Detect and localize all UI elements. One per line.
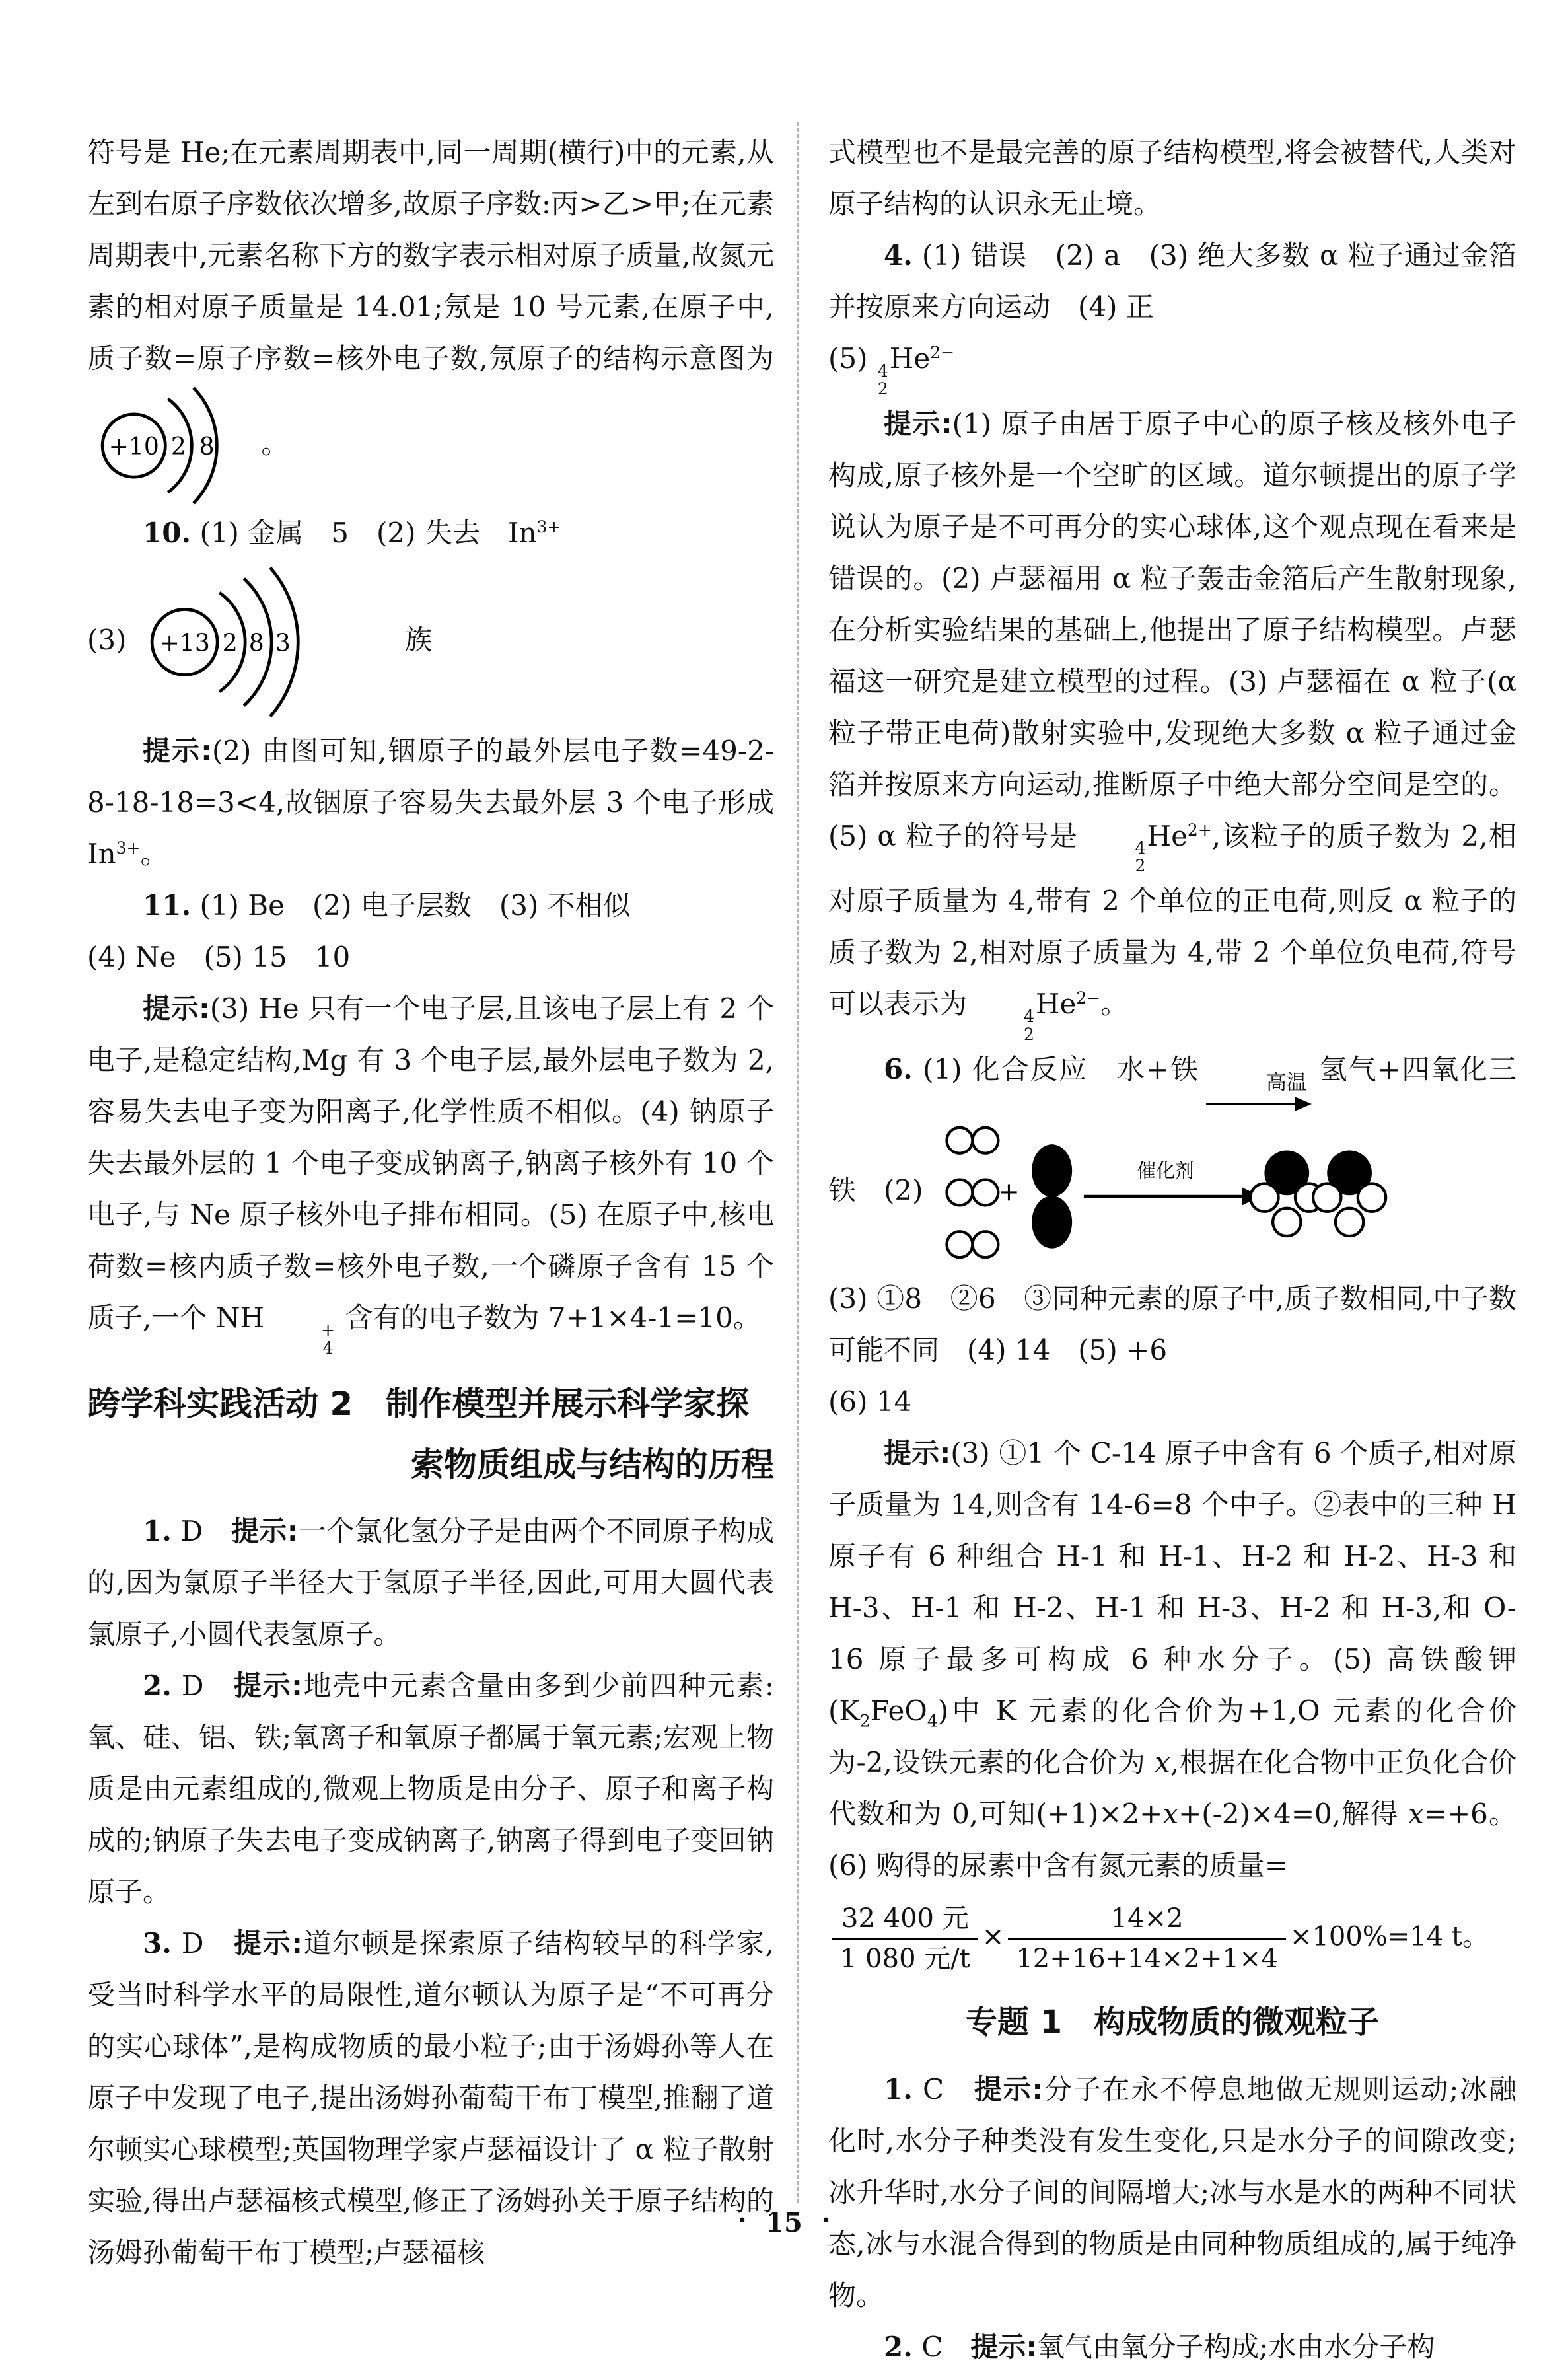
atom-count: 4: [927, 1710, 938, 1730]
text-run: (3) ①8 ②6 ③同种元素的原子中,质子数相同,中子数可能不同 (4) 14 (5) +6: [828, 1282, 1516, 1366]
fraction-denominator: 12+16+14×2+1×4: [1008, 1938, 1286, 1975]
hydrogen-atom: [1313, 1183, 1341, 1211]
nucleus-charge: +10: [108, 431, 159, 460]
answer-letter: C: [923, 2072, 944, 2105]
hydrogen-atom: [1336, 1208, 1363, 1235]
hint-label: 提示:: [970, 2330, 1038, 2363]
nucleus-charge: +13: [159, 628, 210, 657]
mass-number: 4: [1024, 1006, 1034, 1026]
atom-count: 4: [322, 1338, 334, 1358]
text-run: 氧气由氧分子构成;水由水分子构: [1037, 2330, 1435, 2363]
section-header-line: 跨学科实践活动 2 制作模型并展示科学家探: [87, 1384, 750, 1423]
text-run: (2): [856, 1173, 923, 1206]
text-run: 地壳中元素含量由多到少前四种元素:氧、硅、铝、铁;氧离子和氧原子都属于氧元素;宏观上物质是由元素组成的,微观上物质是由分子、原子和离子构成的;钠原子失去电子变成钠离子,钠离子得到电子变回钠原子。: [87, 1669, 775, 1908]
hint-4: [828, 398, 1516, 1044]
left-column: [87, 127, 774, 2279]
answer-letter: D: [180, 1514, 203, 1547]
text-run: =+6。(6) 购得的尿素中含有氮元素的质量=: [828, 1797, 1517, 1881]
variable-x: x: [1162, 1797, 1179, 1830]
question-number: 6.: [884, 1052, 913, 1085]
paragraph-continued: [828, 127, 1516, 230]
isotope-prescript: [878, 363, 888, 398]
chem-symbol: He: [1147, 819, 1188, 852]
text-run: (1) 错误 (2) a (3) 绝大多数 α 粒子通过金箔并按原来方向运动 (4) 正: [828, 239, 1516, 323]
mass-calculation-formula: [828, 1902, 1516, 1975]
hydrogen-atom: [972, 1127, 998, 1153]
chem-symbol: In: [507, 517, 537, 549]
answer-1: [828, 2064, 1516, 2321]
hydrogen-atom: [946, 1127, 972, 1153]
question-number: 3.: [143, 1926, 172, 1959]
footer-dot: •: [736, 2211, 748, 2231]
fraction: [832, 1902, 978, 1975]
text-run: (1) 原子由居于原子中心的原子核及核外电子构成,原子核外是一个空旷的区域。道尔顿提出的原子学说认为原子是不可再分的实心球体,这个观点现在看来是错误的。(2) 卢瑟福用 α 粒子轰击金箔后产生散射现象,在分析实验结果的基础上,他提出了原子结构模型。卢瑟福这一研究是建立模型的过程。(3) 卢瑟福在 α 粒子(α 粒子带正电荷)散射实验中,发现绝大多数 α 粒子通过金箔并按原来方向运动,推断原子中绝大部分空间是空的。(5) α 粒子的符号是: [828, 407, 1516, 852]
section-header-line: 索物质组成与结构的历程: [411, 1445, 774, 1484]
isotope-prescript: [1080, 840, 1146, 875]
text-run: (5): [828, 342, 876, 375]
answer-6-part6: [828, 1376, 1516, 1428]
ion-charge-superscript: 3+: [116, 838, 141, 858]
question-number: 2.: [143, 1669, 172, 1702]
fraction: [1008, 1902, 1286, 1975]
activity-section-header: [87, 1373, 774, 1495]
answer-letter: C: [921, 2330, 943, 2363]
paragraph-continued: [87, 127, 774, 507]
hint-label: 提示:: [884, 1436, 951, 1469]
hydrogen-atom: [1250, 1183, 1278, 1211]
shell-electron-count: 2: [222, 628, 238, 657]
question-number: 2.: [884, 2330, 913, 2363]
ion-charge-superscript: 2−: [1076, 988, 1101, 1007]
text-run: 氢气+四氧化三铁: [828, 1052, 1516, 1206]
text-run: (4) Ne (5) 15 10: [87, 941, 351, 973]
hint-label: 提示:: [233, 1669, 303, 1702]
text-run: 。: [261, 427, 289, 460]
aluminum-atom-structure-diagram: [139, 562, 328, 723]
atomic-number: 2: [1024, 1024, 1034, 1044]
mass-number: 4: [1135, 838, 1146, 858]
ion-charge-superscript: 2+: [1187, 820, 1212, 840]
nitrogen-atom: [1032, 1144, 1072, 1197]
question-number: 1.: [884, 2072, 913, 2105]
hint-10: [87, 725, 774, 880]
hint-label: 提示:: [884, 407, 952, 440]
isotope-prescript: [968, 1008, 1034, 1044]
page-footer: [0, 2201, 1568, 2243]
question-number: 4.: [884, 239, 913, 272]
text-run: (3): [87, 624, 127, 656]
chem-symbol: In: [87, 838, 116, 870]
answer-4: [828, 230, 1516, 333]
text-run: 含有的电子数为 7+1×4-1=10。: [336, 1301, 761, 1334]
page-number: 15: [766, 2207, 802, 2238]
question-number: 11.: [143, 889, 192, 922]
text-run: (2) 由图可知,铟原子的最外层电子数=49-2-8-18-18=3<4,故铟原子容易失去最外层 3 个电子形成: [87, 735, 774, 819]
hint-label: 提示:: [231, 1514, 299, 1547]
hydrogen-atom: [946, 1179, 972, 1205]
reaction-condition-arrow: [1206, 1070, 1312, 1112]
text-run: 符号是 He;在元素周期表中,同一周期(横行)中的元素,从左到右原子序数依次增多,故原子序数:丙>乙>甲;在元素周期表中,元素名称下方的数字表示相对原子质量,故氮元素的相对原子质量是 14.01;氖是 10 号元素,在原子中,质子数=原子序数=核外电子数,氖原子的结构示意图为: [87, 136, 774, 375]
hint-label: 提示:: [233, 1926, 303, 1959]
shell-electron-count: 8: [248, 628, 264, 657]
variable-x: x: [1155, 1745, 1170, 1778]
answer-1: [87, 1506, 774, 1660]
text-run: (1) 化合反应 水+铁: [923, 1052, 1199, 1085]
chem-symbol: He: [889, 342, 931, 375]
text-run: 族: [404, 624, 433, 656]
hydrogen-atom: [1358, 1183, 1386, 1211]
answer-2: [828, 2321, 1516, 2373]
hint-label: 提示:: [143, 735, 212, 767]
ion-charge-superscript: 3+: [536, 517, 561, 536]
plus-sign: +: [998, 1177, 1020, 1208]
chem-formula: FeO: [870, 1694, 927, 1727]
atom-count: 2: [859, 1710, 871, 1730]
answer-10: [87, 507, 774, 559]
text-run: 道尔顿是探索原子结构较早的科学家,受当时科学水平的局限性,道尔顿认为原子是“不可再分的实心球体”,是构成物质的最小粒子;由于汤姆孙等人在原子中发现了电子,提出汤姆孙葡萄干布丁模型,推翻了道尔顿实心球模型;英国物理学家卢瑟福设计了 α 粒子散射实验,得出卢瑟福核式模型,修正了汤姆孙关于原子结构的汤姆孙葡萄干布丁模型;卢瑟福核: [87, 1926, 774, 2269]
text-run: ,根据在化合物中正负化合价代数和为 0,可知(+1)×2+: [828, 1745, 1516, 1830]
fraction-numerator: 14×2: [1110, 1903, 1184, 1934]
topic-section-header: 专题 1 构成物质的微观粒子: [965, 2003, 1380, 2041]
neon-atom-structure-diagram: [91, 387, 248, 505]
footer-dot: •: [820, 2211, 832, 2231]
hydrogen-atom: [1273, 1208, 1301, 1235]
answer-11: [87, 880, 774, 931]
arrow-right-icon: [1206, 1096, 1312, 1112]
text-run: 。: [1100, 988, 1129, 1020]
ion-charge-superscript: 2−: [930, 343, 955, 362]
times-sign: ×: [981, 1921, 1005, 1952]
fraction-denominator: 1 080 元/t: [832, 1938, 978, 1975]
text-run: (3) He 只有一个电子层,且该电子层上有 2 个电子,是稳定结构,Mg 有 3 个电子层,最外层电子数为 2,容易失去电子变为阳离子,化学性质不相似。(4) 钠原子失去最外层的 1 个电子变成钠离子,钠离子核外有 10 个电子,与 Ne 原子核外电子排布相同。(5) 在原子中,核电荷数=核内质子数=核外电子数,一个磷原子含有 15 个质子,一个: [87, 992, 775, 1334]
hydrogen-atom: [946, 1231, 972, 1257]
text-run: 分子在永不停息地做无规则运动;冰融化时,水分子种类没有发生变化,只是水分子的间隙改变;冰升华时,水分子间的间隔增大;冰与水是水的两种不同状态,冰与水混合得到的物质是由同种物质组成的,属于纯净物。: [828, 2072, 1516, 2312]
fraction-numerator: 32 400 元: [841, 1903, 969, 1934]
text-run: ,该粒子的质子数为 2,相对原子质量为 4,带有 2 个单位的正电荷,则反 α 粒子的质子数为 2,相对原子质量为 4,带 2 个单位负电荷,符号可以表示为: [828, 819, 1517, 1020]
answer-6: [828, 1044, 1516, 1273]
ammonia-synthesis-diagram: [937, 1116, 1390, 1269]
formula-result: ×100%=14 t。: [1289, 1921, 1489, 1952]
nitrogen-atom: [1032, 1196, 1072, 1249]
answer-letter: D: [181, 1926, 204, 1959]
text-run: (1) 金属 5 (2) 失去: [199, 517, 508, 549]
answer-6-part3: [828, 1273, 1516, 1376]
mass-number: 4: [877, 361, 888, 381]
reaction-condition-label: 高温: [1265, 1070, 1307, 1095]
text-run: (1) Be (2) 电子层数 (3) 不相似: [199, 889, 631, 922]
answer-2: [87, 1660, 774, 1918]
hint-11: [87, 983, 774, 1358]
question-number: 10.: [143, 517, 192, 549]
column-divider: [797, 122, 799, 2203]
catalyst-label: 催化剂: [1137, 1159, 1194, 1182]
shell-electron-count: 2: [170, 431, 186, 460]
text-run: )中 K 元素的化合价为+1,O 元素的化合价为-2,设铁元素的化合价为: [828, 1694, 1516, 1778]
chem-formula: NH: [215, 1301, 265, 1334]
text-run: 一个氯化氢分子是由两个不同原子构成的,因为氯原子半径大于氢原子半径,因此,可用大圆代表氯原子,小圆代表氢原子。: [87, 1514, 774, 1650]
shell-electron-count: 3: [275, 628, 291, 657]
chem-symbol: He: [1035, 988, 1077, 1020]
ammonium-ion-script: [266, 1322, 335, 1358]
variable-x: x: [1408, 1797, 1424, 1830]
hint-label: 提示:: [143, 992, 210, 1025]
text-run: (6) 14: [828, 1385, 912, 1418]
text-run: 式模型也不是最完善的原子结构模型,将会被替代,人类对原子结构的认识永无止境。: [828, 136, 1516, 220]
text-run: 。: [140, 838, 168, 870]
text-run: (3) ①1 个 C-14 原子中含有 6 个质子,相对原子质量为 14,则含有 14-6=8 个中子。②表中的三种 H 原子有 6 种组合 H-1 和 H-1、H-2 和 H-2、H-3 和 H-3、H-1 和 H-2、H-1 和 H-3、H-2 和 H-3,和 O-16 原子最多可构成 6 种水分子。(5) 高铁酸钾(K: [828, 1436, 1516, 1727]
answer-10-part3: [87, 559, 774, 725]
hydrogen-atom: [972, 1231, 998, 1257]
answer-letter: D: [181, 1669, 204, 1702]
question-number: 1.: [143, 1514, 172, 1547]
hydrogen-atom: [972, 1179, 998, 1205]
answer-4-part5: [828, 333, 1516, 398]
ion-charge: +: [321, 1320, 336, 1340]
shell-electron-count: 8: [199, 431, 215, 460]
hint-label: 提示:: [974, 2072, 1044, 2105]
hint-6: [828, 1428, 1516, 1891]
atomic-number: 2: [877, 379, 888, 398]
atomic-number: 2: [1135, 856, 1146, 875]
answer-11-line2: [87, 931, 774, 983]
right-column: [828, 127, 1516, 2373]
text-run: +(-2)×4=0,解得: [1178, 1797, 1409, 1830]
